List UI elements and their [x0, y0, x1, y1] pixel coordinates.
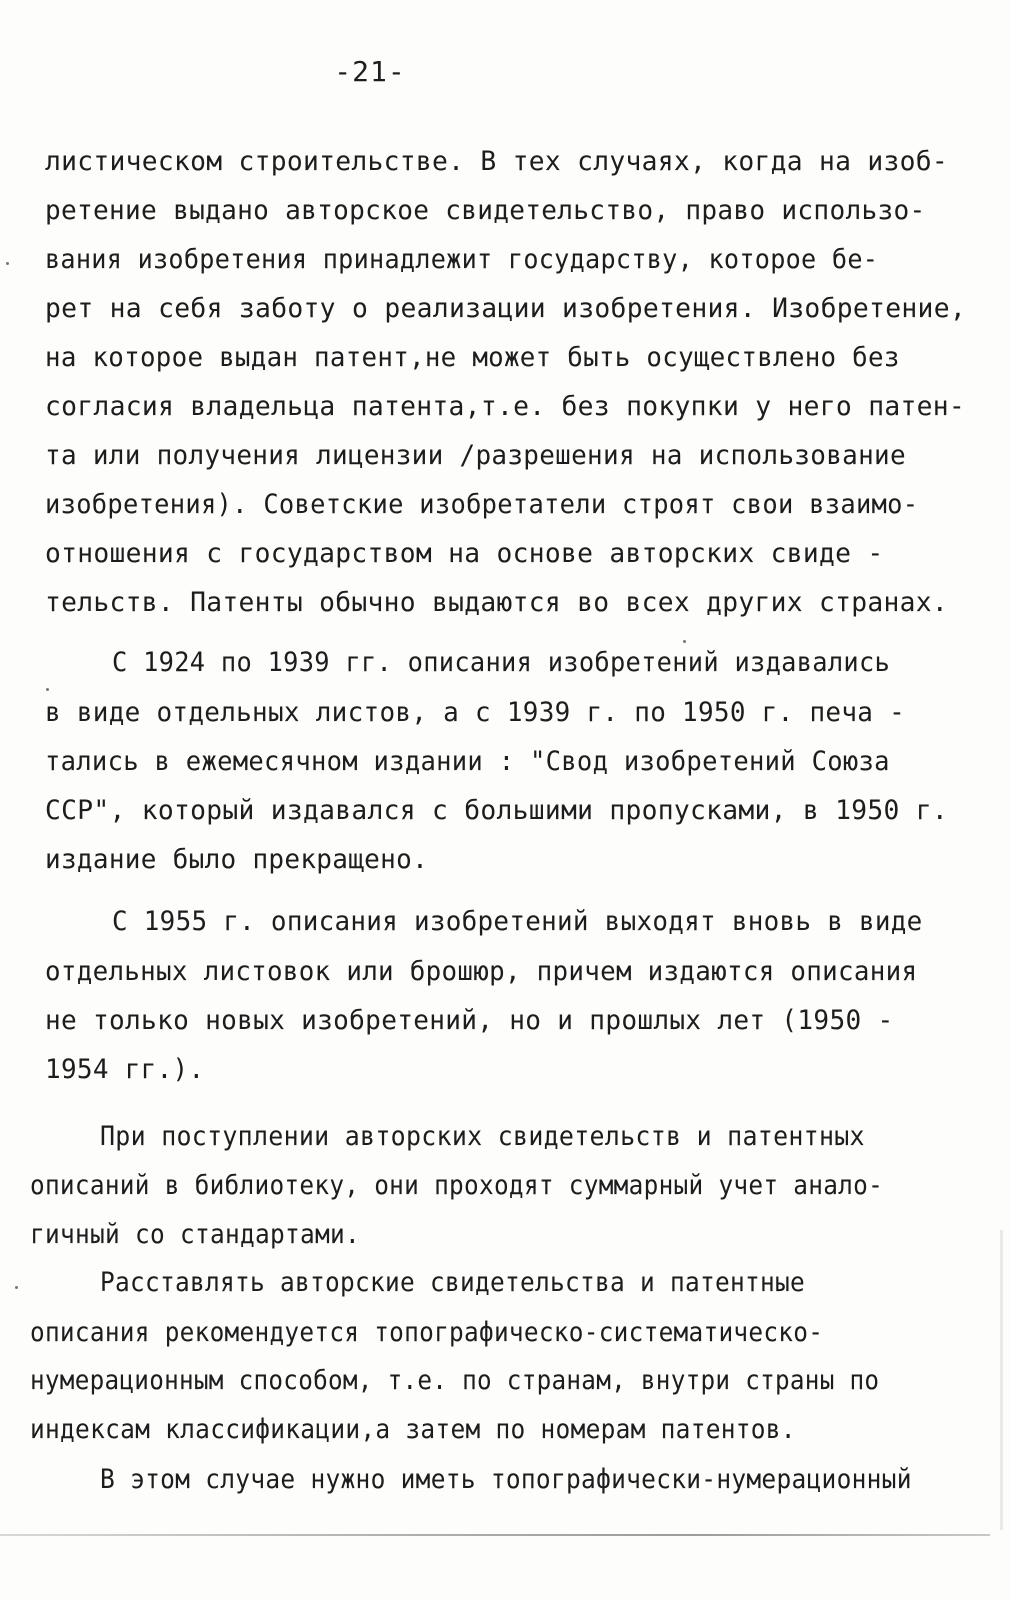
text-line: вания изобретения принадлежит государству, которое бе-	[45, 244, 879, 275]
text-line: нумерационным способом, т.е. по странам, внутри страны по	[30, 1365, 880, 1396]
text-line: листическом строительстве. В тех случаях, когда на изоб-	[45, 146, 949, 177]
text-line: индексам классификации,а затем по номерам патентов.	[30, 1414, 796, 1445]
page-number: -21-	[334, 55, 406, 88]
text-line: С 1955 г. описания изобретений выходят вновь в виде	[112, 906, 923, 937]
text-line: согласия владельца патента,т.е. без покупки у него патен-	[45, 391, 966, 422]
text-line: отдельных листовок или брошюр, причем издаются описания	[45, 956, 918, 987]
text-line: 1954 гг.).	[45, 1054, 205, 1085]
text-line: в виде отдельных листов, а с 1939 г. по 1950 г. печа -	[45, 697, 906, 728]
text-line: гичный со стандартами.	[30, 1219, 360, 1250]
text-line: В этом случае нужно иметь топографически-нумерационный	[100, 1464, 912, 1495]
paper-speck	[46, 688, 49, 691]
paper-speck	[683, 640, 686, 643]
page-bottom-rule	[0, 1534, 990, 1536]
text-line: на которое выдан патент,не может быть осуществлено без	[45, 342, 900, 373]
text-line: издание было прекращено.	[45, 844, 429, 875]
text-line: рет на себя заботу о реализации изобретения. Изобретение,	[45, 293, 967, 324]
text-line: тельств. Патенты обычно выдаются во всех других странах.	[45, 587, 949, 618]
text-line: та или получения лицензии /разрешения на использование	[45, 440, 906, 471]
text-line: не только новых изобретений, но и прошлых лет (1950 -	[45, 1005, 894, 1036]
text-line: описаний в библиотеку, они проходят суммарный учет анало-	[30, 1170, 884, 1201]
text-line: ССР", который издавался с большими пропусками, в 1950 г.	[45, 795, 949, 826]
paper-speck	[15, 1286, 18, 1289]
text-line: При поступлении авторских свидетельств и патентных	[100, 1121, 865, 1152]
text-line: тались в ежемесячном издании : "Свод изобретений Союза	[45, 746, 890, 777]
text-line: отношения с государством на основе авторских свиде -	[45, 538, 884, 569]
text-line: ретение выдано авторское свидетельство, право использо-	[45, 195, 926, 226]
margin-rule	[1000, 1230, 1003, 1530]
paper-speck	[6, 262, 9, 265]
text-line: изобретения). Советские изобретатели строят свои взаимо-	[45, 489, 919, 520]
text-line: С 1924 по 1939 гг. описания изобретений издавались	[112, 647, 891, 678]
text-line: Расставлять авторские свидетельства и патентные	[100, 1267, 805, 1298]
text-line: описания рекомендуется топографическо-систематическо-	[30, 1317, 824, 1348]
